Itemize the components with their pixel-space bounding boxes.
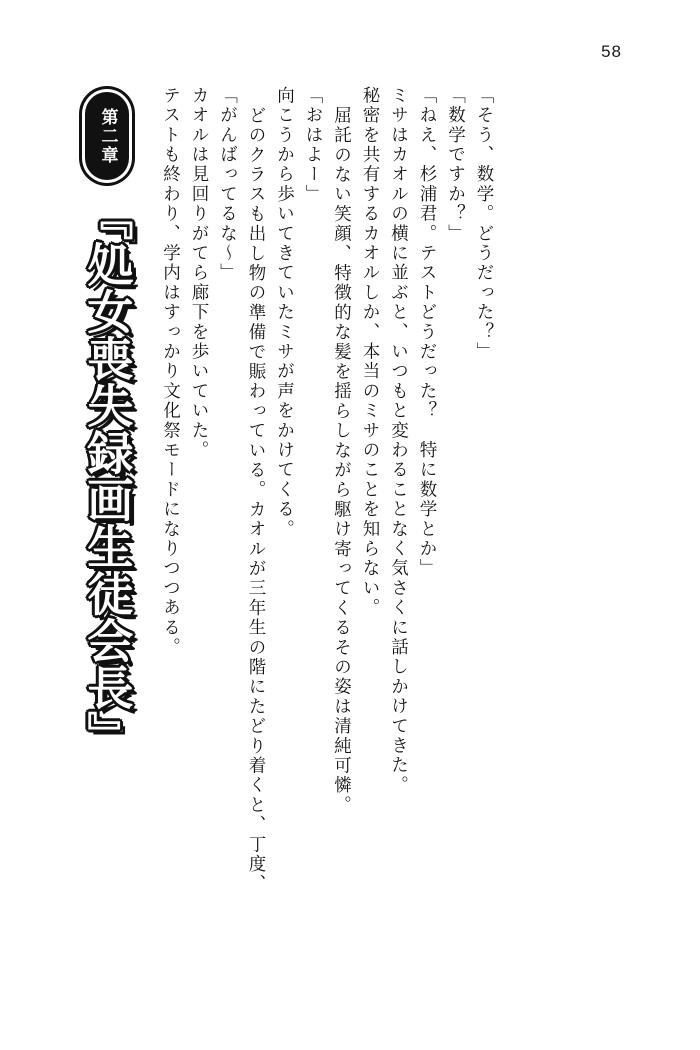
body-line: 「そう、数学。どうだった？」 [474, 86, 494, 362]
body-line: どのクラスも出し物の準備で賑わっている。カオルが三年生の階にたどり着くと、丁度、 [246, 106, 266, 894]
chapter-title: 『処女喪失録画生徒会長』 [80, 194, 135, 758]
chapter-badge [85, 92, 129, 180]
chapter-badge-label: 第二章 [97, 107, 118, 165]
body-line: カオルは見回りがてら廊下を歩いていた。 [189, 86, 209, 461]
body-columns [150, 86, 492, 936]
body-line: 秘密を共有するカオルしか、本当のミサのことを知らない。 [360, 86, 380, 618]
body-line: 「おはよー」 [303, 86, 323, 205]
body-line: テストも終わり、学内はすっかり文化祭モードになりつつある。 [160, 86, 181, 658]
page-number: 58 [601, 42, 622, 61]
body-line: 屈託のない笑顔、特徴的な髪を揺らしながら駆け寄ってくるその姿は清純可憐。 [331, 106, 352, 816]
body-line: 「数学ですか？」 [445, 86, 466, 244]
vertical-text-area [60, 86, 640, 966]
body-line: 「ねえ、杉浦君。テストどうだった？ 特に数学とか」 [417, 86, 437, 579]
chapter-heading [64, 86, 150, 894]
body-line: 「がんばってるな～」 [217, 86, 238, 283]
body-line: 向こうから歩いてきていたミサが声をかけてくる。 [274, 86, 295, 540]
body-line: ミサはカオルの横に並ぶと、いつもと変わることなく気さくに話しかけてきた。 [388, 86, 409, 796]
